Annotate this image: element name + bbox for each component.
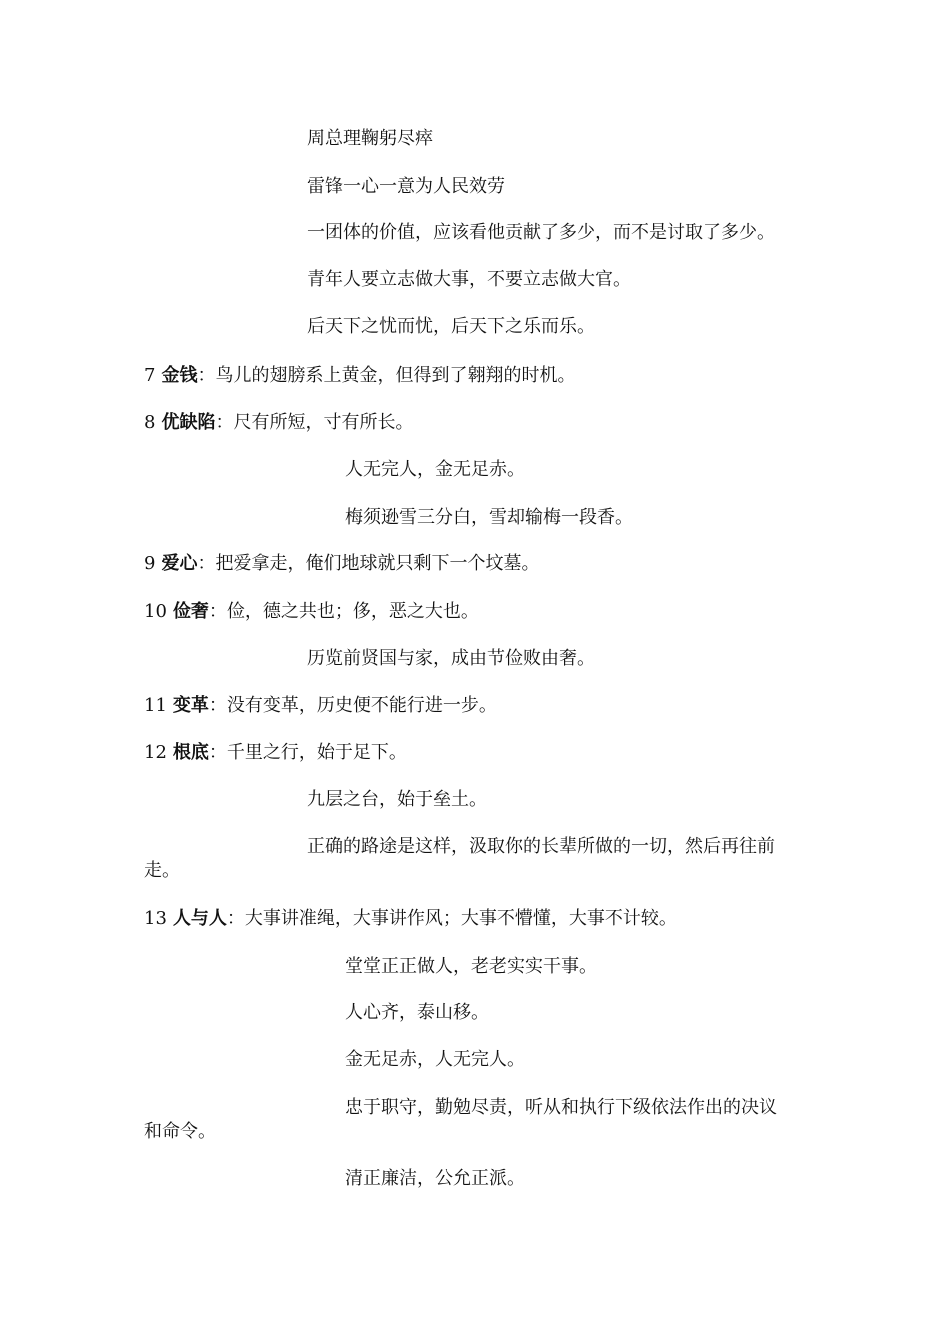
section-term: 爱心 (161, 553, 198, 574)
section-13 (144, 907, 677, 931)
section-8 (144, 411, 413, 435)
section-text: ：没有变革，历史便不能行进一步。 (208, 695, 497, 716)
section-number: 9 (144, 553, 156, 574)
section-term: 俭奢 (172, 601, 209, 622)
text-line: 清正廉洁，公允正派。 (345, 1168, 525, 1189)
section-7 (144, 364, 575, 388)
section-number: 11 (144, 695, 167, 716)
text-line: 雷锋一心一意为人民效劳 (307, 176, 505, 197)
section-text: ：俭，德之共也；侈，恶之大也。 (208, 601, 479, 622)
section-text: ：千里之行，始于足下。 (208, 742, 407, 763)
section-term: 优缺陷 (161, 412, 216, 433)
section-text: ：把爱拿走，俺们地球就只剩下一个坟墓。 (197, 553, 540, 574)
text-line: 人心齐，泰山移。 (345, 1002, 489, 1023)
wrapped-paragraph (144, 1096, 806, 1144)
section-number: 12 (144, 742, 167, 763)
text-line: 人无完人，金无足赤。 (345, 459, 525, 480)
section-term: 金钱 (161, 365, 198, 386)
text-line: 周总理鞠躬尽瘁 (307, 128, 433, 149)
section-number: 7 (144, 365, 156, 386)
text-line: 一团体的价值，应该看他贡献了多少，而不是讨取了多少。 (307, 222, 775, 243)
section-number: 13 (144, 908, 167, 929)
section-9 (144, 552, 539, 576)
text-line: 金无足赤，人无完人。 (345, 1049, 525, 1070)
section-term: 根底 (172, 742, 209, 763)
paragraph-first-line: 忠于职守，勤勉尽责，听从和执行下级依法作出的决议 (345, 1097, 777, 1118)
text-line: 历览前贤国与家，成由节俭败由奢。 (307, 648, 595, 669)
section-number: 8 (144, 412, 156, 433)
section-12 (144, 741, 407, 765)
section-text: ：尺有所短，寸有所长。 (215, 412, 414, 433)
section-term: 人与人 (172, 908, 227, 929)
section-10 (144, 600, 479, 624)
text-line: 后天下之忧而忧，后天下之乐而乐。 (307, 316, 595, 337)
paragraph-continuation: 走。 (144, 860, 180, 881)
section-text: ：鸟儿的翅膀系上黄金，但得到了翱翔的时机。 (197, 365, 576, 386)
wrapped-paragraph (144, 835, 806, 883)
text-line: 九层之台，始于垒土。 (307, 789, 487, 810)
paragraph-first-line: 正确的路途是这样，汲取你的长辈所做的一切，然后再往前 (307, 836, 775, 857)
text-line: 青年人要立志做大事，不要立志做大官。 (307, 269, 631, 290)
section-number: 10 (144, 601, 167, 622)
section-11 (144, 694, 497, 718)
section-text: ：大事讲准绳，大事讲作风；大事不懵懂，大事不计较。 (226, 908, 677, 929)
text-line: 梅须逊雪三分白，雪却输梅一段香。 (345, 507, 633, 528)
section-term: 变革 (172, 695, 209, 716)
text-line: 堂堂正正做人，老老实实干事。 (345, 956, 597, 977)
paragraph-continuation: 和命令。 (144, 1121, 216, 1142)
